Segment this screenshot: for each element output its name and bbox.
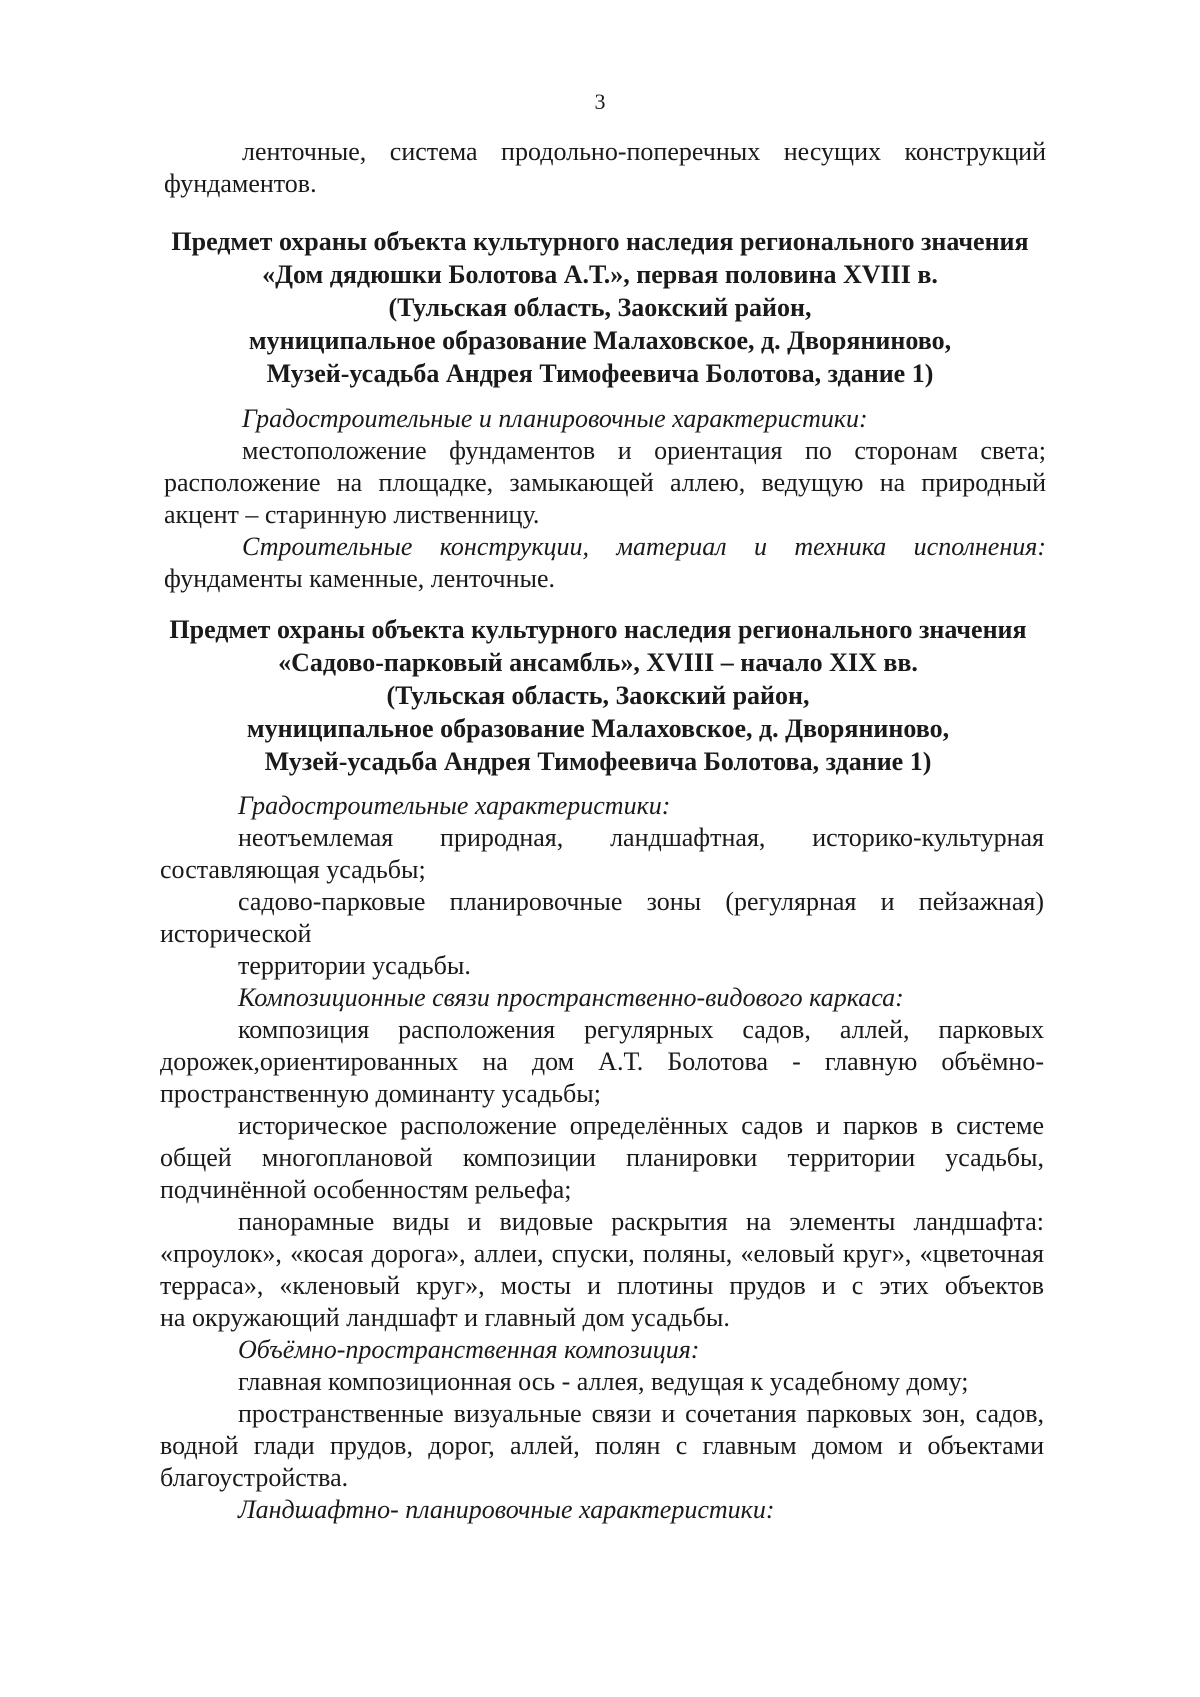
text-line: территории усадьбы. — [238, 951, 471, 980]
text-line: местоположение фундаментов и ориентация по сторонам света; — [242, 436, 1046, 465]
text-line: общей многоплановой композиции планировки территории усадьбы, — [160, 1143, 1044, 1172]
text-line: садово-парковые планировочные зоны (регулярная и пейзажная) — [238, 887, 1044, 916]
heading-line: «Садово-парковый ансамбль», XVIII – начало XIX вв. — [278, 648, 918, 677]
text-line: на окружающий ландшафт и главный дом усадьбы. — [160, 1303, 730, 1332]
section-body-2 — [160, 790, 1044, 1526]
text-line: дорожек,ориентированных на дом А.Т. Болотова - главную объёмно- — [160, 1047, 1044, 1076]
heading-line: муниципальное образование Малаховское, д. Дворяниново, — [248, 326, 952, 355]
text-line: благоустройства. — [160, 1463, 349, 1492]
text-line: историческое расположение определённых садов и парков в системе — [238, 1111, 1044, 1140]
subheading: Ландшафтно- планировочные характеристики: — [238, 1495, 775, 1524]
text-line: ленточные, система продольно-поперечных несущих конструкций — [242, 137, 1046, 166]
heading-line: муниципальное образование Малаховское, д. Дворяниново, — [246, 714, 950, 743]
text-line: панорамные виды и видовые раскрытия на элементы ландшафта: — [238, 1207, 1044, 1236]
text-line: акцент – старинную лиственницу. — [164, 500, 540, 529]
text-line: расположение на площадке, замыкающей аллею, ведущую на природный — [164, 468, 1046, 497]
heading-line: «Дом дядюшки Болотова А.Т.», первая половина XVIII в. — [262, 260, 938, 289]
text-line: неотъемлемая природная, ландшафтная, историко-культурная — [238, 823, 1044, 852]
subheading: Композиционные связи пространственно-видового каркаса: — [238, 983, 904, 1012]
heading-line: Музей-усадьба Андрея Тимофеевича Болотова, здание 1) — [266, 359, 934, 388]
subheading: Объёмно-пространственная композиция: — [238, 1335, 700, 1364]
section-heading-2 — [148, 613, 1048, 778]
text-line: композиция расположения регулярных садов, аллей, парковых — [238, 1015, 1044, 1044]
text-line: исторической — [160, 919, 312, 948]
subheading: Градостроительные и планировочные характеристики: — [242, 404, 868, 433]
text-line: пространственные визуальные связи и сочетания парковых зон, садов, — [238, 1399, 1044, 1428]
heading-line: Предмет охраны объекта культурного наследия регионального значения — [171, 227, 1029, 256]
text-line: фундаментов. — [164, 169, 317, 198]
heading-line: Предмет охраны объекта культурного наследия регионального значения — [169, 615, 1027, 644]
page-number: 3 — [594, 89, 606, 114]
subheading: Градостроительные характеристики: — [238, 791, 671, 820]
heading-line: Музей-усадьба Андрея Тимофеевича Болотова, здание 1) — [264, 747, 932, 776]
section-body-1 — [164, 403, 1046, 595]
text-line: подчинённой особенностям рельефа; — [160, 1175, 572, 1204]
heading-line: (Тульская область, Заокский район, — [388, 293, 812, 322]
section-heading-1 — [150, 225, 1050, 390]
text-line: фундаменты каменные, ленточные. — [164, 564, 556, 593]
text-line: пространственную доминанту усадьбы; — [160, 1079, 601, 1108]
text-line: терраса», «кленовый круг», мосты и плотины прудов и с этих объектов — [160, 1271, 1044, 1300]
text-line: «проулок», «косая дорога», аллеи, спуски, поляны, «еловый круг», «цветочная — [160, 1239, 1044, 1268]
text-line: главная композиционная ось - аллея, ведущая к усадебному дому; — [238, 1367, 969, 1396]
subheading: Строительные конструкции, материал и техника исполнения: — [242, 532, 1046, 561]
text-line: составляющая усадьбы; — [160, 855, 426, 884]
continuation-paragraph — [164, 136, 1046, 200]
heading-line: (Тульская область, Заокский район, — [386, 681, 810, 710]
text-line: водной глади прудов, дорог, аллей, полян с главным домом и объектами — [160, 1431, 1044, 1460]
